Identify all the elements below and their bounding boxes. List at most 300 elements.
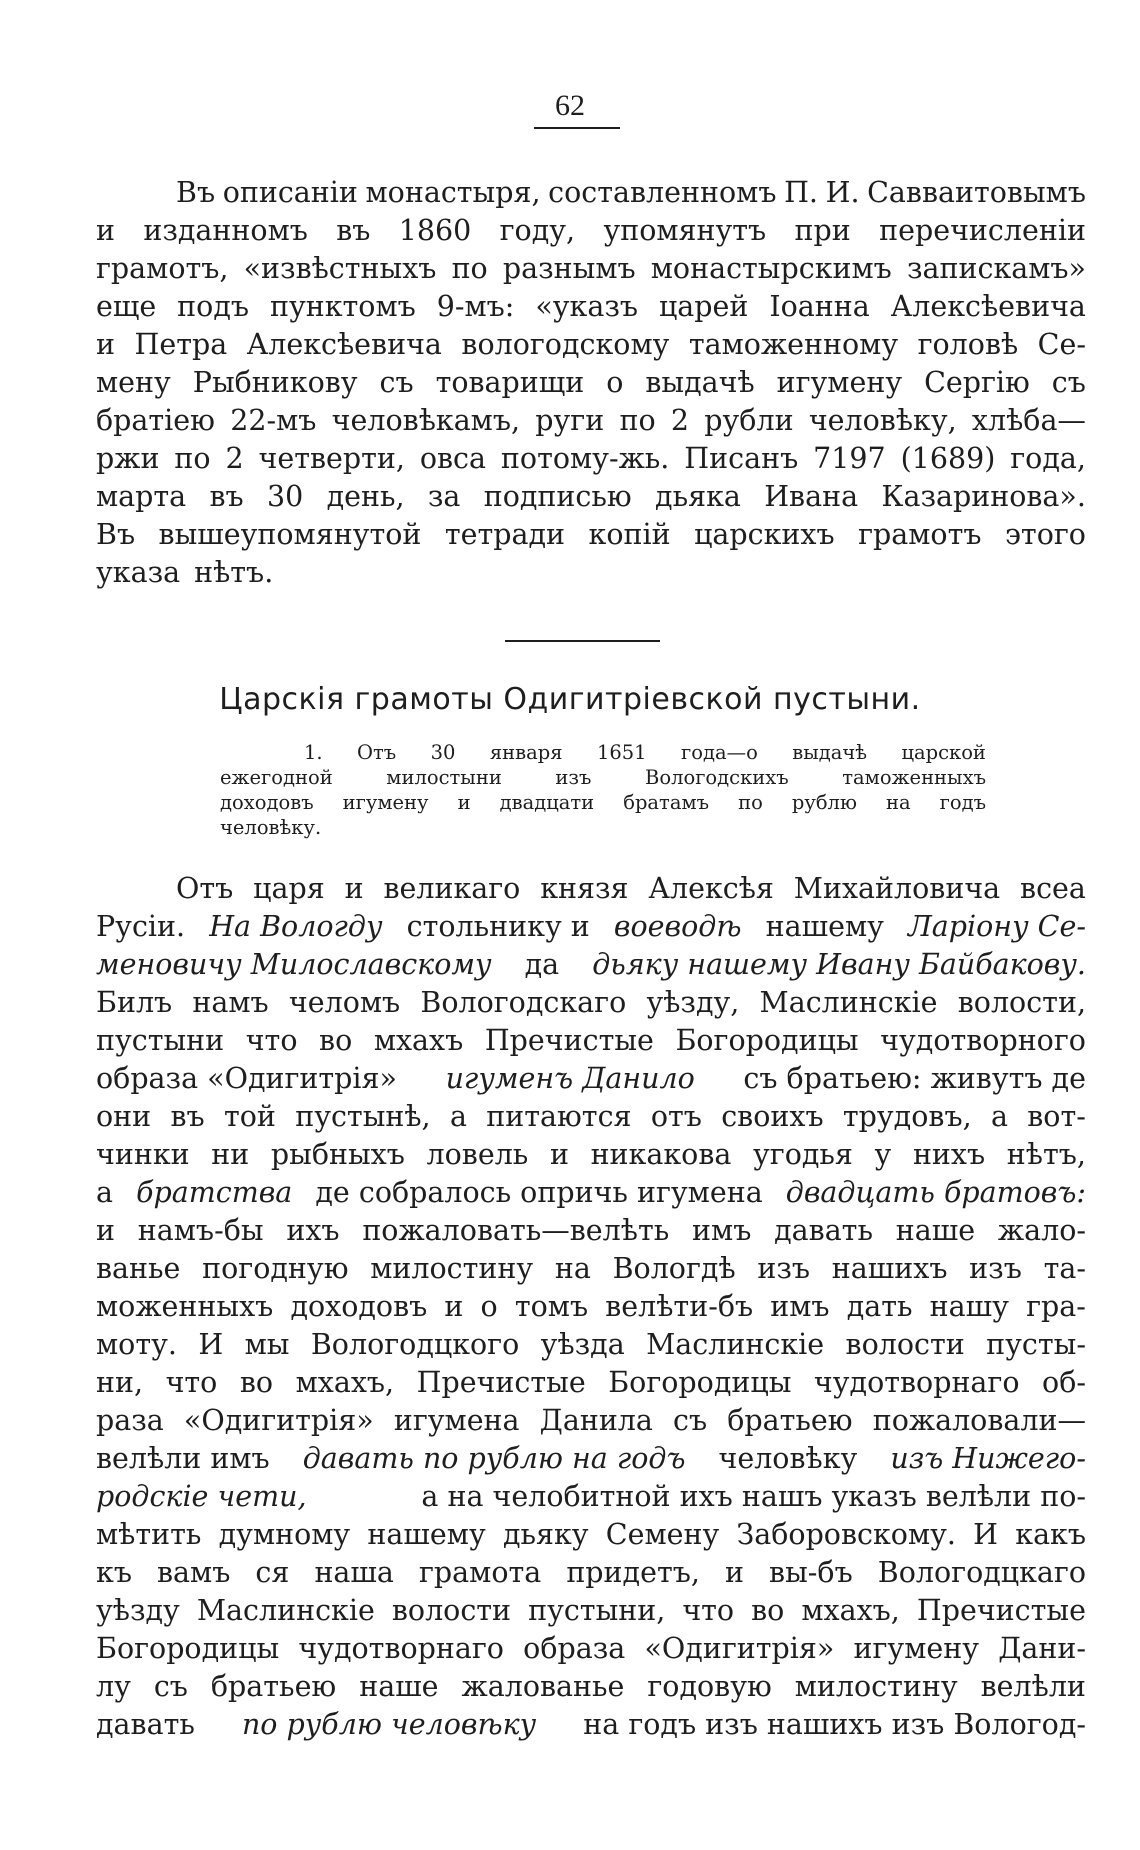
word: Рыбникову [192,366,358,399]
word: жало- [997,1214,1086,1247]
word: грамотъ [858,518,982,551]
word: Ивана [764,480,859,513]
word: ихъ [286,1214,340,1247]
word: челомъ [288,986,401,1019]
word: моту. [96,1328,177,1361]
text-line [96,1592,1086,1630]
word: «указъ [535,290,638,323]
word: что [682,1594,735,1627]
word: у [874,1138,892,1171]
word: изъ [969,1252,1022,1285]
text-line [96,1706,1086,1744]
word: царей [658,290,749,323]
word: о [480,1290,498,1323]
word: на [885,791,911,814]
word: вы-бъ [769,1556,853,1589]
word: вологодскому [461,328,670,361]
word: на [554,1252,591,1285]
text-line [96,174,1086,212]
text-line [96,402,1086,440]
word: милостыни [386,766,502,789]
word: угодья [753,1138,853,1171]
word: ванье [96,1252,181,1285]
word: двадцати [499,791,595,814]
word: игумену [776,366,903,399]
text-line [96,1630,1086,1668]
word: великаго [383,872,521,905]
word: намъ [192,986,269,1019]
word: питаются [486,1100,632,1133]
text-line [96,984,1086,1022]
word: 1651 [596,741,647,764]
word: игумену [342,791,429,814]
word: пожаловать—велѣть [362,1214,670,1247]
word: томъ [514,1290,589,1323]
word: Писанъ [684,442,799,475]
word: моженныхъ [96,1290,274,1323]
word: съ [1051,366,1086,399]
text-line [96,1288,1086,1326]
text-line [96,1516,1086,1554]
word: трудовъ, [842,1100,972,1133]
word: четверти, [258,442,405,475]
word: П. [784,176,818,209]
text-run: а на челобитной ихъ нашъ указъ велѣли по- [412,1480,1086,1513]
word: подписью [483,480,632,513]
word: Іоанна [769,290,870,323]
word: ни [211,1138,250,1171]
word: тетради [444,518,566,551]
text-line [96,1326,1086,1364]
word: игумену [853,1632,979,1665]
word: Дани- [998,1632,1086,1665]
word: хлѣба— [971,404,1086,437]
word: имъ [692,1214,752,1247]
text-line [96,1440,1086,1478]
word: Отъ [176,872,234,905]
word: человѣку, [808,404,957,437]
text-run: человѣку [709,1442,867,1475]
word: головѣ [917,328,1019,361]
grant-body-text [96,870,1086,1744]
word: Маслинскіе [196,1594,375,1627]
word: подъ [177,290,250,323]
word: и [724,1556,744,1589]
word: Вологодцкаго [877,1556,1086,1589]
word: 2 [225,442,244,475]
word: съ [153,1670,188,1703]
word: волости [391,1594,512,1627]
word: изъ [757,1252,811,1285]
word: грамота [418,1556,542,1589]
text-line [96,1022,1086,1060]
text-line [96,1098,1086,1136]
word: чудотворнаго [813,1366,1020,1399]
word: братьею [210,1670,337,1703]
word: уѣзду [96,1594,180,1627]
word: описаніи [222,176,358,209]
word: человѣкамъ, [331,404,521,437]
word: рублю [791,791,857,814]
word: «извѣстныхъ [243,252,437,285]
word: января [489,741,563,764]
text-line [96,1250,1086,1288]
text-line [96,326,1086,364]
word: образа [523,1632,626,1665]
text-line [96,908,1086,946]
summary-line [220,815,986,840]
word: царскихъ [694,518,835,551]
word: рубли [704,404,794,437]
word: 2 [670,404,690,437]
word: И [973,1518,999,1551]
word: по [174,442,211,475]
word: милостину [794,1670,958,1703]
word: таможенныхъ [842,766,986,789]
word: года—о [680,741,758,764]
word: во [319,1024,353,1057]
word: Петра [134,328,228,361]
italic-run: давать по рублю на годъ [302,1442,686,1475]
word: погодную [202,1252,349,1285]
text-line [96,212,1086,250]
italic-run: игуменъ Данило [445,1062,695,1095]
word: дать [846,1290,913,1323]
text-line [96,516,1086,554]
word: царской [901,741,986,764]
word: потому-жь. [500,442,670,475]
word: братіею [96,404,215,437]
text-line [96,1174,1086,1212]
word: изъ [555,766,592,789]
text-run: съ братьею: живутъ де [734,1062,1086,1095]
word: а [449,1100,467,1133]
word: Заборовскому. [736,1518,956,1551]
word: 30 [266,480,304,513]
word: во [239,1366,274,1399]
word: князя [540,872,629,905]
word: 30 [430,741,456,764]
word: 22-мъ [230,404,317,437]
word: года, [1010,442,1086,475]
word: И. [825,176,860,209]
text-line [96,1060,1086,1098]
word: Се- [1037,328,1086,361]
word: за [427,480,461,513]
word: въ [336,214,371,247]
text-line [96,478,1086,516]
word: нашему [367,1518,486,1551]
word: своихъ [721,1100,824,1133]
text-line [96,1364,1086,1402]
word: что [165,1366,218,1399]
summary-line [220,765,986,790]
word: Въ [176,176,216,209]
word: волости, [957,986,1086,1019]
word: Казаринова». [881,480,1086,513]
word: гра- [1026,1290,1086,1323]
word: пустыни [96,1024,225,1057]
word: никакова [590,1138,732,1171]
word: нихъ [912,1138,986,1171]
summary-line [220,740,986,765]
word: мхахъ, [801,1594,900,1627]
word: Савваитовымъ [867,176,1086,209]
text-line [96,1402,1086,1440]
word: пустыни, [528,1594,666,1627]
word: человѣку. [220,816,322,839]
word: Богородицы [96,1632,280,1665]
text-line [96,554,1086,592]
text-line [96,440,1086,478]
text-line [96,1478,1086,1516]
word: игумена [393,1404,520,1437]
word: составленномъ [548,176,777,209]
word: Сергію [924,366,1030,399]
word: уѣзду, [646,986,740,1019]
word: во [751,1594,785,1627]
word: разнымъ [502,252,636,285]
section-divider [505,640,660,642]
page-number: 62 [555,89,585,122]
italic-run: двадцать братовъ: [785,1176,1086,1209]
text-line [96,946,1086,984]
word: мхахъ, [295,1366,395,1399]
word: нѣтъ. [194,556,274,589]
word: ржи [96,442,160,475]
word: выдачѣ [792,741,868,764]
word: день, [326,480,405,513]
text-line [96,364,1086,402]
word: нашихъ [831,1252,948,1285]
italic-run: братства [136,1176,293,1209]
word: овса [419,442,487,475]
word: братамъ [623,791,710,814]
word: Богородицы [675,1024,859,1057]
word: дьяку [502,1518,589,1551]
word: году, [499,214,576,247]
word: годовую [647,1670,772,1703]
word: Данила [539,1404,653,1437]
word: чудотворного [880,1024,1086,1057]
word: наше [359,1670,439,1703]
word: Алексѣевича [890,290,1086,323]
word: а [990,1100,1008,1133]
word: и [96,328,115,361]
word: доходовъ [290,1290,428,1323]
word: «Одигитрія» [183,1404,374,1437]
word: копій [588,518,671,551]
text-line [96,1136,1086,1174]
word: и [96,1214,115,1247]
word: вышеупомянутой [158,518,422,551]
italic-run: по рублю человѣку [241,1708,537,1741]
word: 7197 [813,442,886,475]
word: Вологодскихъ [645,766,789,789]
word: еще [96,290,157,323]
summary-line [220,790,986,815]
text-run: образа «Одигитрія» [96,1062,407,1095]
text-run: а [96,1176,123,1209]
text-line [96,288,1086,326]
word: царя [253,872,325,905]
word: лу [96,1670,131,1703]
word: годъ [939,791,986,814]
word: Алексѣевича [246,328,442,361]
text-run: велѣли имъ [96,1442,279,1475]
word: всеа [1020,872,1086,905]
word: пусты- [986,1328,1086,1361]
word: ся [255,1556,290,1589]
word: выдачѣ [645,366,755,399]
italic-run: изъ Нижего- [890,1442,1086,1475]
word: И [198,1328,224,1361]
word: та- [1043,1252,1086,1285]
text-line [96,870,1086,908]
word: и [344,872,364,905]
intro-paragraph [96,174,1086,592]
word: марта [96,480,187,513]
word: жалованье [461,1670,625,1703]
word: об- [1042,1366,1086,1399]
word: велѣти-бъ [605,1290,754,1323]
italic-run: На Вологду [209,910,383,943]
word: ежегодной [220,766,333,789]
word: уѣзда [540,1328,625,1361]
word: товарищи [435,366,585,399]
word: чудотворнаго [298,1632,504,1665]
word: Пречистые [416,1366,586,1399]
text-line [96,1212,1086,1250]
document-summary [220,740,986,840]
word: мену [96,366,171,399]
text-run: да [515,948,569,981]
word: Маслинскіе [759,986,938,1019]
word: при [794,214,851,247]
italic-run: воеводѣ [613,910,742,943]
italic-run: меновичу Милославскому [96,948,492,981]
word: дьяка [655,480,741,513]
word: грамотъ, [96,252,229,285]
word: вамъ [157,1556,231,1589]
word: съ [673,1404,708,1437]
italic-run: дьяку нашему Ивану Байбакову. [592,948,1086,981]
word: они [96,1100,152,1133]
word: 1. [304,741,323,764]
word: указа [96,556,181,589]
word: нѣтъ, [1006,1138,1086,1171]
word: милостину [370,1252,534,1285]
word: упомянутъ [603,214,767,247]
word: мѣтить [96,1518,202,1551]
text-run: Русіи. [96,910,195,943]
word: Богородицы [608,1366,792,1399]
text-run: нашему [756,910,893,943]
word: Вологдѣ [612,1252,736,1285]
word: руги [535,404,605,437]
word: Вологодскаго [420,986,627,1019]
word: ни, [96,1366,144,1399]
word: и [549,1138,569,1171]
word: отъ [650,1100,702,1133]
word: (1689) [900,442,996,475]
word: вот- [1027,1100,1086,1133]
word: велѣли [980,1670,1086,1703]
word: пожаловали— [872,1404,1086,1437]
word: запискамъ» [906,252,1086,285]
word: пустынѣ, [295,1100,431,1133]
word: по [619,404,656,437]
text-line [96,1668,1086,1706]
text-run: де собралось опричь игумена [306,1176,772,1209]
word: о [606,366,624,399]
text-line [96,1554,1086,1592]
word: 9-мъ: [436,290,515,323]
word: намъ-бы [137,1214,264,1247]
word: какъ [1015,1518,1086,1551]
word: рыбныхъ [270,1138,405,1171]
word: и [444,1290,464,1323]
section-heading: Царскія грамоты Одигитріевской пустыни. [219,682,921,717]
word: таможенному [688,328,899,361]
text-run: давать [96,1708,204,1741]
word: имъ [770,1290,830,1323]
word: братьею [727,1404,853,1437]
word: монастыря, [365,176,541,209]
word: по [451,252,488,285]
word: что [245,1024,298,1057]
word: чинки [96,1138,190,1171]
word: той [223,1100,276,1133]
word: перечисленіи [879,214,1086,247]
word: въ [209,480,244,513]
word: Билъ [96,986,173,1019]
word: Маслинскіе [646,1328,825,1361]
word: Пречистые [916,1594,1086,1627]
word: Вологодцкого [310,1328,520,1361]
word: нашу [929,1290,1009,1323]
word: пунктомъ [269,290,416,323]
word: Семену [605,1518,720,1551]
word: въ [170,1100,205,1133]
word: придетъ, [566,1556,700,1589]
word: съ [379,366,414,399]
word: и [457,791,471,814]
italic-run: Ларіону Се- [908,910,1086,943]
word: Пречистые [484,1024,654,1057]
word: доходовъ [220,791,314,814]
text-line [96,250,1086,288]
word: Въ [96,518,136,551]
word: «Одигитрія» [644,1632,835,1665]
word: раза [96,1404,164,1437]
word: давать [774,1214,873,1247]
word: изданномъ [143,214,308,247]
word: по [738,791,763,814]
word: думному [218,1518,351,1551]
word: и [96,214,115,247]
word: волости [845,1328,965,1361]
word: Отъ [357,741,397,764]
word: мы [244,1328,290,1361]
word: наша [314,1556,394,1589]
word: монастырскимъ [650,252,892,285]
text-run: стольнику и [397,910,599,943]
text-run: на годъ изъ нашихъ изъ Вологод- [574,1708,1086,1741]
word: этого [1004,518,1086,551]
word: 1860 [398,214,472,247]
word: Алексѣя [648,872,774,905]
